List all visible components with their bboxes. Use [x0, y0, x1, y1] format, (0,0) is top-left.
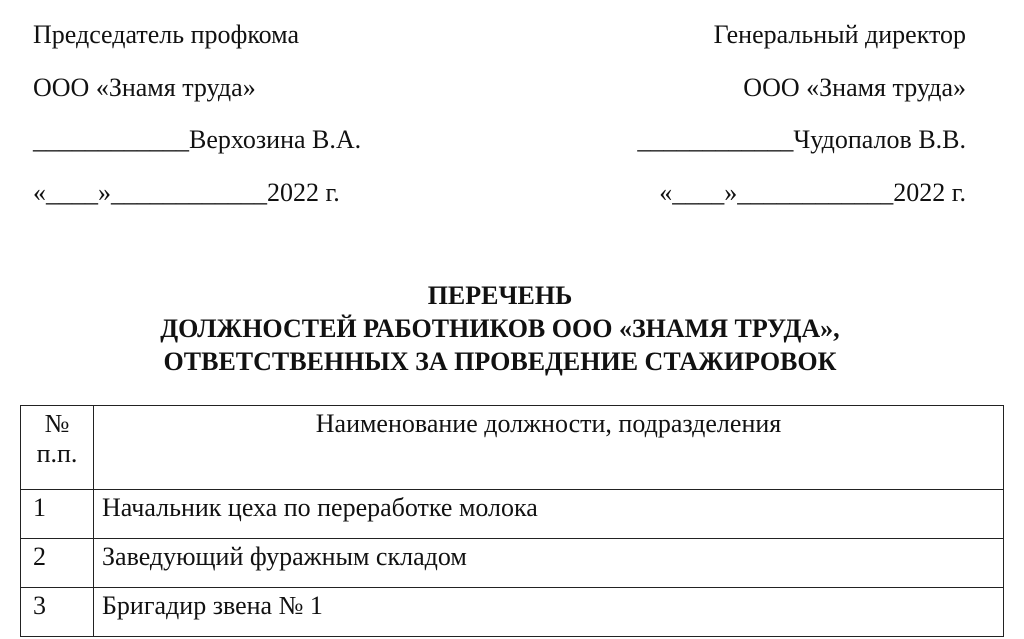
header-number-symbol: № — [44, 409, 70, 438]
positions-table — [20, 405, 1004, 637]
row-number: 3 — [21, 588, 94, 637]
left-signature-line: ____________Верхозина В.А. — [33, 125, 362, 154]
header-number-abbrev: п.п. — [36, 439, 78, 468]
right-position: Генеральный директор — [713, 20, 966, 49]
left-organization: ООО «Знамя труда» — [33, 73, 256, 102]
header-name-cell: Наименование должности, подразделения — [94, 406, 1004, 490]
row-position-name: Бригадир звена № 1 — [94, 588, 1004, 637]
table-row — [21, 588, 1004, 637]
left-date-line: «____»____________2022 г. — [33, 178, 340, 207]
row-position-name: Начальник цеха по переработке молока — [94, 490, 1004, 539]
document-subtitle-line-2: ОТВЕТСТВЕННЫХ ЗА ПРОВЕДЕНИЕ СТАЖИРОВОК — [163, 347, 837, 376]
table-header-row — [21, 406, 1004, 490]
right-date-line: «____»____________2022 г. — [659, 178, 966, 207]
row-position-name: Заведующий фуражным складом — [94, 539, 1004, 588]
left-position: Председатель профкома — [33, 20, 299, 49]
document-title: ПЕРЕЧЕНЬ — [427, 281, 573, 310]
header-number-cell — [21, 406, 94, 490]
right-organization: ООО «Знамя труда» — [743, 73, 966, 102]
document-subtitle-line-1: ДОЛЖНОСТЕЙ РАБОТНИКОВ ООО «ЗНАМЯ ТРУДА», — [160, 314, 840, 343]
row-number: 2 — [21, 539, 94, 588]
row-number: 1 — [21, 490, 94, 539]
table-row — [21, 539, 1004, 588]
table-row — [21, 490, 1004, 539]
right-signature-line: ____________Чудопалов В.В. — [637, 125, 966, 154]
